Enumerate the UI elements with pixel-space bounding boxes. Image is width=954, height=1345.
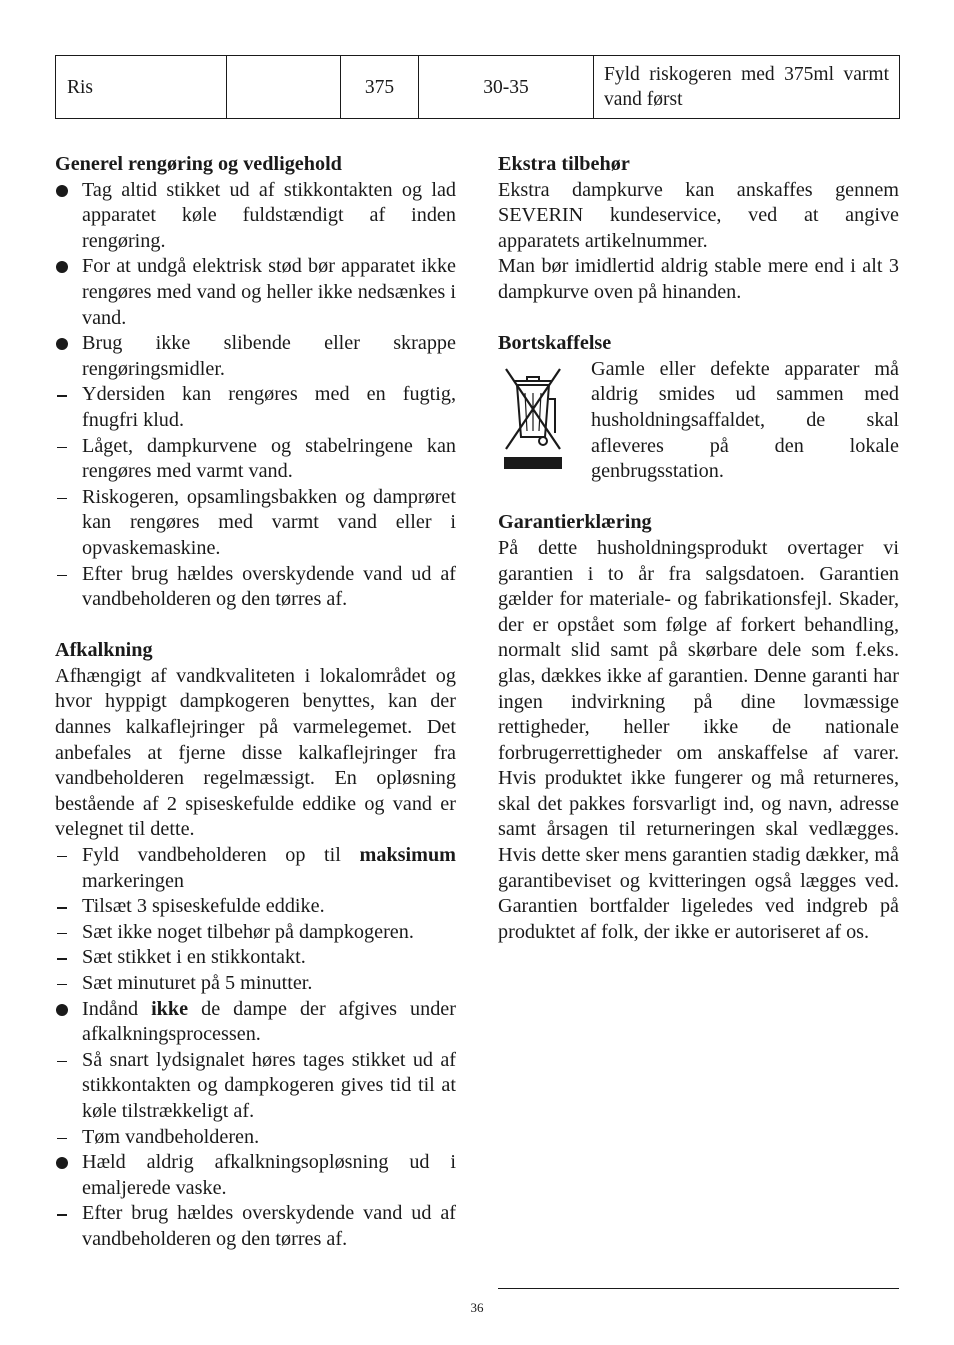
disposal-heading: Bortskaffelse (498, 332, 612, 355)
list-item (55, 178, 456, 255)
list-item-text: Brug ikke slibende eller skrappe rengøringsmidler. (82, 332, 456, 380)
left-column (55, 152, 456, 1253)
dash-icon (55, 894, 75, 920)
bullet-icon (55, 254, 75, 280)
dash-icon (55, 920, 75, 946)
list-item-text: Hæld aldrig afkalkningsopløsning ud i emaljerede vaske. (82, 1151, 456, 1199)
bullet-icon (55, 997, 75, 1023)
list-item (55, 254, 456, 331)
list-item (55, 1150, 456, 1201)
emphasis-text: maksimum (359, 844, 456, 867)
descaling-heading: Afkalkning (55, 639, 153, 662)
table-row (56, 56, 900, 119)
descaling-intro: Afhængigt af vandkvaliteten i lokalområdet og hvor hyppigt dampkogeren benyttes, kan der dannes kalkaflejringer på varmelegemet. Det anbefales at fjerne disse kalkaflejringer fra vandbeholderen regelmæssigt. En opløsning bestående af 2 spiseskefulde eddike og vand er velegnet til dette. (55, 664, 456, 841)
list-item-text: Så snart lydsignalet høres tages stikket ud af stikkontakten og dampkogeren gives tid til at køle tilstrækkeligt af. (82, 1048, 456, 1122)
list-item-text: Sæt ikke noget tilbehør på dampkogeren. (82, 920, 414, 943)
dash-icon (55, 382, 75, 408)
disposal-block (498, 357, 899, 485)
emphasis-text: ikke (151, 997, 189, 1020)
list-item-text: markeringen (82, 869, 185, 892)
cleaning-section (55, 152, 456, 613)
list-item-text: Efter brug hældes overskydende vand ud af vandbeholderen og den tørres af. (82, 562, 456, 611)
bullet-icon (55, 331, 75, 357)
list-item (55, 1201, 456, 1252)
accessories-paragraph: Man bør imidlertid aldrig stable mere end i alt 3 dampkurve oven på hinanden. (498, 255, 899, 303)
list-item (55, 434, 456, 485)
list-item (55, 331, 456, 382)
list-item-text: Låget, dampkurvene og stabelringene kan rengøres med varmt vand. (82, 434, 456, 483)
table-cell-empty (227, 56, 341, 119)
list-item (55, 1048, 456, 1125)
list-item-text: Ydersiden kan rengøres med en fugtig, fnugfri klud. (82, 383, 456, 431)
dash-icon (55, 1201, 75, 1227)
list-item-text: Riskogeren, opsamlingsbakken og damprøret kan rengøres med varmt vand eller i opvaskemaskine. (82, 485, 456, 559)
dash-icon (55, 485, 75, 511)
cleaning-heading: Generel rengøring og vedligehold (55, 153, 342, 175)
list-item-text: Indånd (82, 997, 152, 1020)
dash-icon (55, 562, 75, 588)
page-number: 36 (470, 1300, 484, 1315)
disposal-text: Gamle eller defekte apparater må aldrig smides ud sammen med husholdningsaffaldet, de skal afleveres på den lokale genbrugsstation. (591, 357, 899, 483)
cooking-table (55, 55, 900, 119)
list-item-text: Tilsæt 3 spiseskefulde eddike. (82, 895, 325, 918)
table-cell-note: Fyld riskogeren med 375ml varmt vand først (594, 56, 900, 119)
list-item (55, 945, 456, 971)
list-item-text: de dampe der afgives under afkalkningsprocessen. (82, 997, 456, 1046)
list-item (55, 1125, 456, 1151)
cleaning-list (55, 178, 456, 613)
bullet-icon (55, 1150, 75, 1176)
section-spacer (498, 485, 899, 511)
list-item (55, 843, 456, 894)
dash-icon (55, 971, 75, 997)
descaling-list (55, 843, 456, 1253)
accessories-heading: Ekstra tilbehør (498, 153, 630, 175)
list-item (55, 971, 456, 997)
table-cell-water-amount: 375 (341, 56, 419, 119)
list-item (55, 920, 456, 946)
warranty-text: På dette husholdningsprodukt overtager vi garantien i to år fra salgsdatoen. Garantien gælder for materiale- og fabrikationsfejl. Skader, der er opstået som følge af forkert behandling, normalt slid samt på skørbare dele som f.eks. glas, dækkes ikke af garantien. Denne garanti har ingen indvirkning på dine lovmæssige rettigheder, heller ikke de nationale forbrugerrettigheder om anskaffelse af varer. Hvis produktet ikke fungerer og må returneres, skal det pakkes forsvarligt ind, og navn, adresse samt årsagen til returneringen skal vedlægges. Hvis dette sker mens garantien stadig dækker, må garantibeviset og kvitteringen også lægges ved. Garantien bortfalder ligeledes ved indgreb på produktet af folk, der ikke er autoriseret af os. (498, 536, 899, 943)
descaling-section (55, 638, 456, 1252)
list-item (55, 997, 456, 1048)
right-column (498, 152, 899, 945)
list-item-text: For at undgå elektrisk stød bør apparatet ikke rengøres med vand og heller ikke nedsænkes i vand. (82, 255, 456, 329)
bullet-icon (55, 178, 75, 204)
section-spacer (55, 613, 456, 639)
accessories-paragraph: Ekstra dampkurve kan anskaffes gennem SEVERIN kundeservice, ved at angive apparatets artikelnummer. (498, 178, 899, 252)
disposal-section (498, 331, 899, 485)
list-item-text: Sæt stikket i en stikkontakt. (82, 946, 306, 969)
list-item-text: Efter brug hældes overskydende vand ud af vandbeholderen og den tørres af. (82, 1202, 456, 1250)
list-item (55, 485, 456, 562)
list-item (55, 382, 456, 433)
list-item-text: Tøm vandbeholderen. (82, 1125, 260, 1148)
dash-icon (55, 1125, 75, 1151)
dash-icon (55, 1048, 75, 1074)
warranty-heading: Garantierklæring (498, 511, 652, 534)
dash-icon (55, 434, 75, 460)
list-item-text: Tag altid stikket ud af stikkontakten og lad apparatet køle fuldstændigt af inden rengøring. (82, 178, 456, 252)
warranty-section (498, 510, 899, 945)
list-item-text: Fyld vandbeholderen op til (82, 844, 360, 867)
dash-icon (55, 945, 75, 971)
section-spacer (498, 306, 899, 332)
list-item (55, 562, 456, 613)
list-item (55, 894, 456, 920)
table-cell-time: 30-35 (419, 56, 594, 119)
dash-icon (55, 843, 75, 869)
list-item-text: Sæt minuturet på 5 minutter. (82, 972, 313, 994)
footer-divider (498, 1288, 899, 1289)
crossed-out-wheelie-bin-icon (498, 361, 568, 471)
accessories-section (498, 152, 899, 306)
table-cell-food: Ris (56, 56, 227, 119)
